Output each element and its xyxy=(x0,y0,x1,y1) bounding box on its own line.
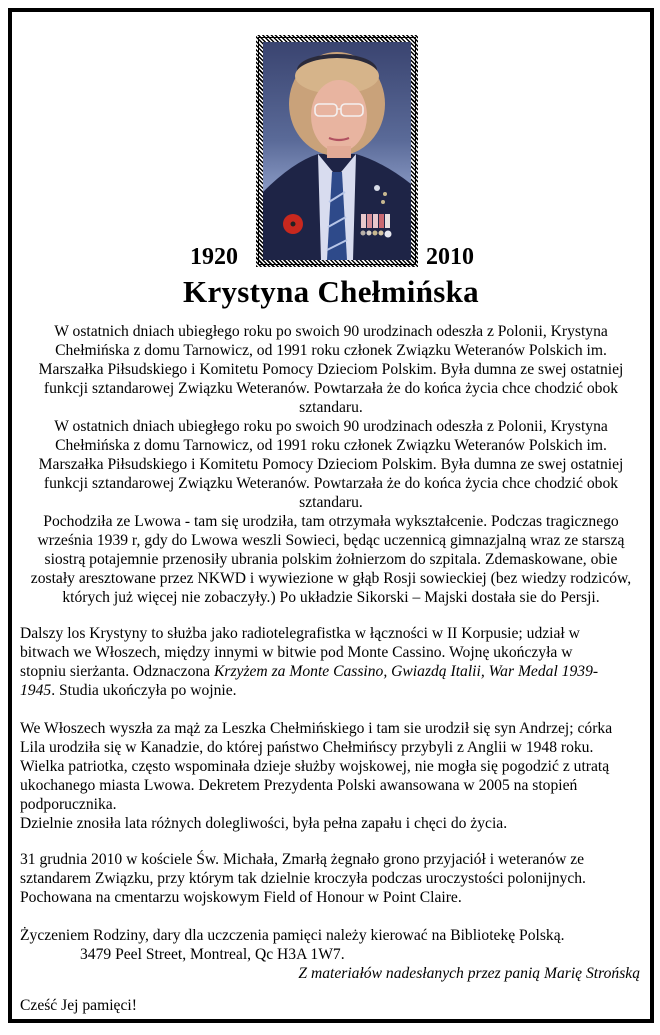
text-line: We Włoszech wyszła za mąż za Leszka Chełmińskiego i tam sie urodził się syn Andrzej; córka xyxy=(20,720,613,737)
text-line: bitwach we Włoszech, między innymi w bitwie pod Monte Cassino. Wojnę ukończyła w xyxy=(20,644,573,661)
text-line xyxy=(20,681,644,700)
intro-paragraph-1 xyxy=(12,322,650,417)
text-line: Marszałka Piłsudskiego i Komitetu Pomocy Dzieciom Polskim. Była dumna ze swej ostatniej xyxy=(38,456,624,473)
origin-paragraph xyxy=(12,512,650,607)
text-line: sztandarem Związku, przy którym tak dzielnie kroczyła podczas uroczystości polonijnych. xyxy=(20,870,586,887)
text-line: Chełmińska z domu Tarnowicz, od 1991 roku członek Związku Weteranów Polskich im. xyxy=(55,437,607,454)
text-span: . Studia ukończyła po wojnie. xyxy=(51,682,237,699)
family-paragraph xyxy=(12,719,650,833)
text-line: funkcji sztandarowej Związku Weteranów. Powtarzała że do końca życia chce chodzić obok xyxy=(43,475,619,492)
text-line: Dalszy los Krystyny to służba jako radiotelegrafistka w łączności w II Korpusie; udział w xyxy=(20,625,580,642)
intro-paragraph-2 xyxy=(12,417,650,512)
text-line: Pochodziła ze Lwowa - tam się urodziła, tam otrzymała wykształcenie. Podczas tragicznego xyxy=(43,513,619,530)
source-credit: Z materiałów nadesłanych przez panią Marię Strońską xyxy=(298,965,640,982)
text-line: Chełmińska z domu Tarnowicz, od 1991 roku członek Związku Weteranów Polskich im. xyxy=(55,342,607,359)
obituary-page xyxy=(8,8,654,1023)
text-line: W ostatnich dniach ubiegłego roku po swoich 90 urodzinach odeszła z Polonii, Krystyna xyxy=(54,418,608,435)
library-address: 3479 Peel Street, Montreal, Qc H3A 1W7. xyxy=(80,946,345,963)
text-line xyxy=(20,662,644,681)
text-line: sztandaru. xyxy=(299,399,363,416)
text-line: funkcji sztandarowej Związku Weteranów. Powtarzała że do końca życia chce chodzić obok xyxy=(43,380,619,397)
portrait-illustration xyxy=(263,42,411,260)
birth-year: 1920 xyxy=(190,244,238,270)
closing-line: Cześć Jej pamięci! xyxy=(20,997,137,1014)
text-line: Pochowana na cmentarzu wojskowym Field of Honour w Point Claire. xyxy=(20,889,462,906)
death-year: 2010 xyxy=(426,244,474,270)
decorations-italic: Krzyżem za Monte Cassino, Gwiazdą Italii, War Medal 1939- xyxy=(213,663,599,680)
text-line: Wielka patriotka, często wspominała dzieje służby wojskowej, nie mogła się pogodzić z utratą xyxy=(20,758,610,775)
text-line: ukochanego miasta Lwowa. Dekretem Prezydenta Polski awansowana w 2005 na stopień xyxy=(20,777,578,794)
funeral-paragraph xyxy=(12,850,650,907)
text-line: sztandaru. xyxy=(299,494,363,511)
portrait-photo xyxy=(263,42,411,260)
medals-icon xyxy=(361,214,392,238)
text-span: stopniu sierżanta. Odznaczona xyxy=(20,663,214,680)
text-line: Życzeniem Rodziny, dary dla uczczenia pamięci należy kierować na Bibliotekę Polską. xyxy=(20,927,565,944)
donation-paragraph xyxy=(12,926,650,983)
text-line: 31 grudnia 2010 w kościele Św. Michała, Zmarłą żegnało grono przyjaciół i weteranów ze xyxy=(20,851,585,868)
deceased-name: Krystyna Chełmińska xyxy=(183,274,479,309)
text-line: września 1939 r, gdy do Lwowa weszli Sowieci, będąc uczennicą gimnazjalną wraz ze starszą xyxy=(37,532,625,549)
service-paragraph xyxy=(12,624,650,700)
text-line: zostały aresztowane przez NKWD i wywiezione w głąb Rosji sowieckiej (bez wiedzy rodziców, xyxy=(30,570,632,587)
text-line: siostrą potajemnie przenosiły ubrania polskim żołnierzom do szpitala. Zdemaskowane, obie xyxy=(44,551,618,568)
text-line: Lila urodziła się w Kanadzie, do której państwo Chełmińscy przybyli z Anglii w 1948 roku. xyxy=(20,739,594,756)
text-line: podporucznika. xyxy=(20,796,117,813)
text-line: W ostatnich dniach ubiegłego roku po swoich 90 urodzinach odeszła z Polonii, Krystyna xyxy=(54,323,608,340)
decorations-italic: 1945 xyxy=(20,682,52,699)
text-line: Marszałka Piłsudskiego i Komitetu Pomocy Dzieciom Polskim. Była dumna ze swej ostatniej xyxy=(38,361,624,378)
text-line: Dzielnie znosiła lata różnych dolegliwości, była pełna zapału i chęci do życia. xyxy=(20,815,508,832)
photo-frame xyxy=(256,35,418,267)
text-line: których już więcej nie zobaczyły.) Po układzie Sikorski – Majski dostała sie do Persji. xyxy=(62,589,600,606)
